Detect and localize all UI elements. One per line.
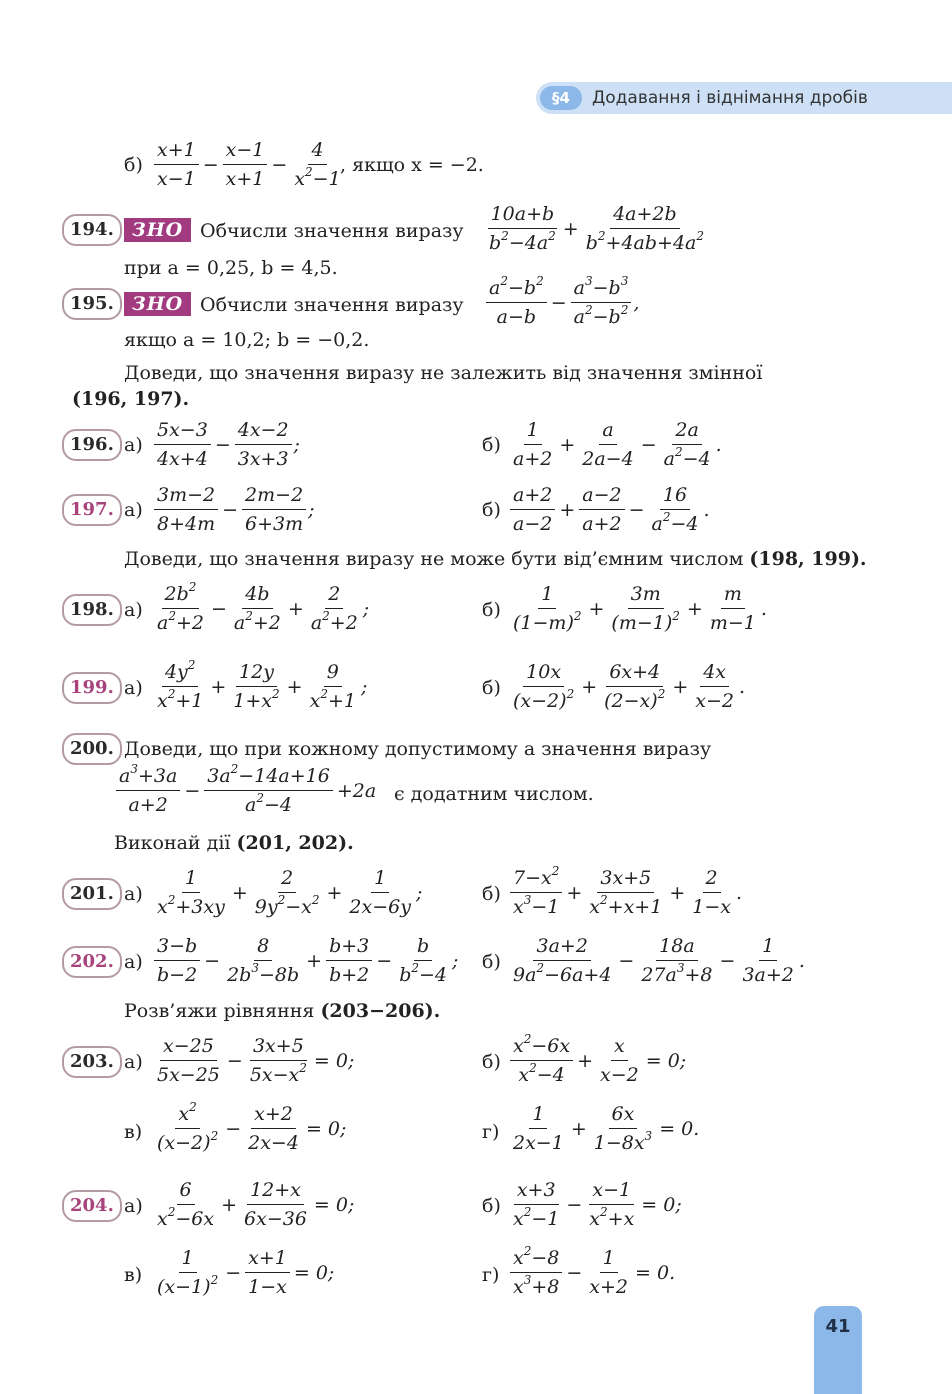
expression-197a: $\frac{3m-2}{8+4m}$ − $\frac{2m-2}{6+3m}$ ; bbox=[152, 483, 315, 536]
label-b: б) bbox=[482, 1051, 501, 1073]
expression-197b: $\frac{a+2}{a-2}$ + $\frac{a-2}{a+2}$ − $\frac{16}{a^2-4}$ . bbox=[508, 483, 710, 536]
instruction-line bbox=[124, 998, 440, 1024]
equation-204v: $\frac{1}{(x-1)^2}$ − $\frac{x+1}{1-x}$ = 0; bbox=[157, 1247, 335, 1298]
condition-194: при a = 0,25, b = 4,5. bbox=[124, 257, 338, 279]
section-title: Додавання і віднімання дробів bbox=[592, 88, 868, 108]
expression-200: $\frac{a^3+3a}{a+2}$ − $\frac{3a^2-14a+16}{a^2-4}$ +2a bbox=[114, 764, 378, 817]
label-b: б) bbox=[482, 883, 501, 905]
section-badge: §4 bbox=[540, 86, 582, 110]
expression-198a: $\frac{2b^2}{a^2+2}$ − $\frac{4b}{a^2+2}$ + $\frac{2}{a^2+2}$ ; bbox=[157, 580, 370, 634]
expression-199a: $\frac{4y^2}{x^2+1}$ + $\frac{12y}{1+x^2}$ + $\frac{9}{x^2+1}$ ; bbox=[157, 658, 368, 712]
instruction-refs: (203−206). bbox=[320, 1000, 441, 1022]
instruction-text: Доведи, що значення виразу не залежить від значення змінної bbox=[124, 362, 763, 384]
label-a: а) bbox=[124, 499, 143, 521]
label-a: а) bbox=[124, 951, 143, 973]
instruction-line bbox=[124, 546, 867, 572]
instruction-refs: (198, 199). bbox=[749, 548, 867, 570]
expression-196b: $\frac{1}{a+2}$ + $\frac{a}{2a-4}$ − $\frac{2a}{a^2-4}$ . bbox=[513, 419, 722, 470]
problem-tail: є додатним числом. bbox=[394, 783, 594, 805]
label-v: в) bbox=[124, 1121, 143, 1143]
instruction-refs: (196, 197). bbox=[72, 388, 190, 410]
problem-number: 199. bbox=[62, 672, 122, 704]
instruction-text: Розв’яжи рівняння bbox=[124, 1000, 315, 1022]
label-b: б) bbox=[482, 1195, 501, 1217]
condition-193b: , якщо x = −2. bbox=[340, 154, 484, 176]
equation-203b: $\frac{x^2-6x}{x^2-4}$ + $\frac{x}{x-2}$ = 0; bbox=[508, 1034, 688, 1087]
label-a: а) bbox=[124, 883, 143, 905]
label-a: а) bbox=[124, 1195, 143, 1217]
equation-204b: $\frac{x+3}{x^2-1}$ − $\frac{x-1}{x^2+x}$ = 0; bbox=[513, 1179, 682, 1230]
expression-196a: $\frac{5x-3}{4x+4}$ − $\frac{4x-2}{3x+3}$ ; bbox=[152, 418, 300, 471]
equation-203g: $\frac{1}{2x-1}$ + $\frac{6x}{1-8x^3}$ = 0. bbox=[513, 1103, 700, 1154]
label-v: в) bbox=[124, 1264, 143, 1286]
equation-203v: $\frac{x^2}{(x-2)^2}$ − $\frac{x+2}{2x-4}$ = 0; bbox=[157, 1100, 347, 1154]
expression-194: $\frac{10a+b}{b^2-4a^2}$ + $\frac{4a+2b}{b^2+4ab+4a^2}$ bbox=[489, 203, 705, 254]
expression-193b: $\frac{x+1}{x-1}$ − $\frac{x-1}{x+1}$ − $\frac{4}{x^2-1}$ bbox=[152, 138, 346, 191]
equation-203a: $\frac{x-25}{5x-25}$ − $\frac{3x+5}{5x-x^2}$ = 0; bbox=[157, 1035, 355, 1086]
instruction-text: Виконай дії bbox=[114, 832, 231, 854]
label-a: а) bbox=[124, 599, 143, 621]
problem-number: 197. bbox=[62, 494, 122, 526]
problem-number: 196. bbox=[62, 429, 122, 461]
label-b: б) bbox=[482, 499, 501, 521]
expression-199b: $\frac{10x}{(x-2)^2}$ + $\frac{6x+4}{(2-x)^2}$ + $\frac{4x}{x-2}$ . bbox=[513, 661, 746, 712]
expression-198b: $\frac{1}{(1-m)^2}$ + $\frac{3m}{(m-1)^2}$ + $\frac{m}{m-1}$ . bbox=[513, 583, 767, 634]
problem-number: 202. bbox=[62, 946, 122, 978]
problem-number: 201. bbox=[62, 878, 122, 910]
expression-201a: $\frac{1}{x^2+3xy}$ + $\frac{2}{9y^2-x^2}$ + $\frac{1}{2x-6y}$ ; bbox=[157, 867, 423, 918]
equation-204a: $\frac{6}{x^2-6x}$ + $\frac{12+x}{6x-36}$ = 0; bbox=[157, 1179, 355, 1230]
zno-badge: ЗНО bbox=[124, 218, 191, 242]
page-number: 41 bbox=[825, 1316, 851, 1337]
expression-195: $\frac{a^2-b^2}{a-b}$ − $\frac{a^3-b^3}{a^2-b^2}$ , bbox=[484, 276, 639, 329]
problem-text: Обчисли значення виразу bbox=[200, 220, 464, 242]
problem-number: 200. bbox=[62, 733, 122, 765]
label-g: г) bbox=[482, 1264, 500, 1286]
problem-number: 198. bbox=[62, 594, 122, 626]
instruction-text: Доведи, що значення виразу не може бути від’ємним числом bbox=[124, 548, 744, 570]
problem-text: Доведи, що при кожному допустимому a значення виразу bbox=[124, 738, 712, 760]
expression-201b: $\frac{7-x^2}{x^3-1}$ + $\frac{3x+5}{x^2+x+1}$ + $\frac{2}{1-x}$ . bbox=[508, 866, 742, 919]
zno-badge: ЗНО bbox=[124, 292, 191, 316]
problem-number: 204. bbox=[62, 1190, 122, 1222]
label-b: б) bbox=[124, 154, 143, 176]
instruction-line bbox=[114, 830, 354, 856]
label-a: а) bbox=[124, 677, 143, 699]
expression-202b: $\frac{3a+2}{9a^2-6a+4}$ − $\frac{18a}{27a^3+8}$ − $\frac{1}{3a+2}$ . bbox=[513, 935, 805, 986]
problem-number: 194. bbox=[62, 214, 122, 246]
label-g: г) bbox=[482, 1121, 500, 1143]
problem-number: 203. bbox=[62, 1046, 122, 1078]
instruction-refs: (201, 202). bbox=[236, 832, 354, 854]
expression-202a: $\frac{3-b}{b-2}$ − $\frac{8}{2b^3-8b}$ + $\frac{b+3}{b+2}$ − $\frac{b}{b^2-4}$ ; bbox=[152, 934, 458, 987]
problem-text: Обчисли значення виразу bbox=[200, 294, 464, 316]
label-b: б) bbox=[482, 434, 501, 456]
condition-195: якщо a = 10,2; b = −0,2. bbox=[124, 329, 370, 351]
equation-204g: $\frac{x^2-8}{x^3+8}$ − $\frac{1}{x+2}$ = 0. bbox=[508, 1246, 677, 1299]
label-a: а) bbox=[124, 434, 143, 456]
label-a: а) bbox=[124, 1051, 143, 1073]
problem-number: 195. bbox=[62, 288, 122, 320]
label-b: б) bbox=[482, 677, 501, 699]
label-b: б) bbox=[482, 951, 501, 973]
label-b: б) bbox=[482, 599, 501, 621]
